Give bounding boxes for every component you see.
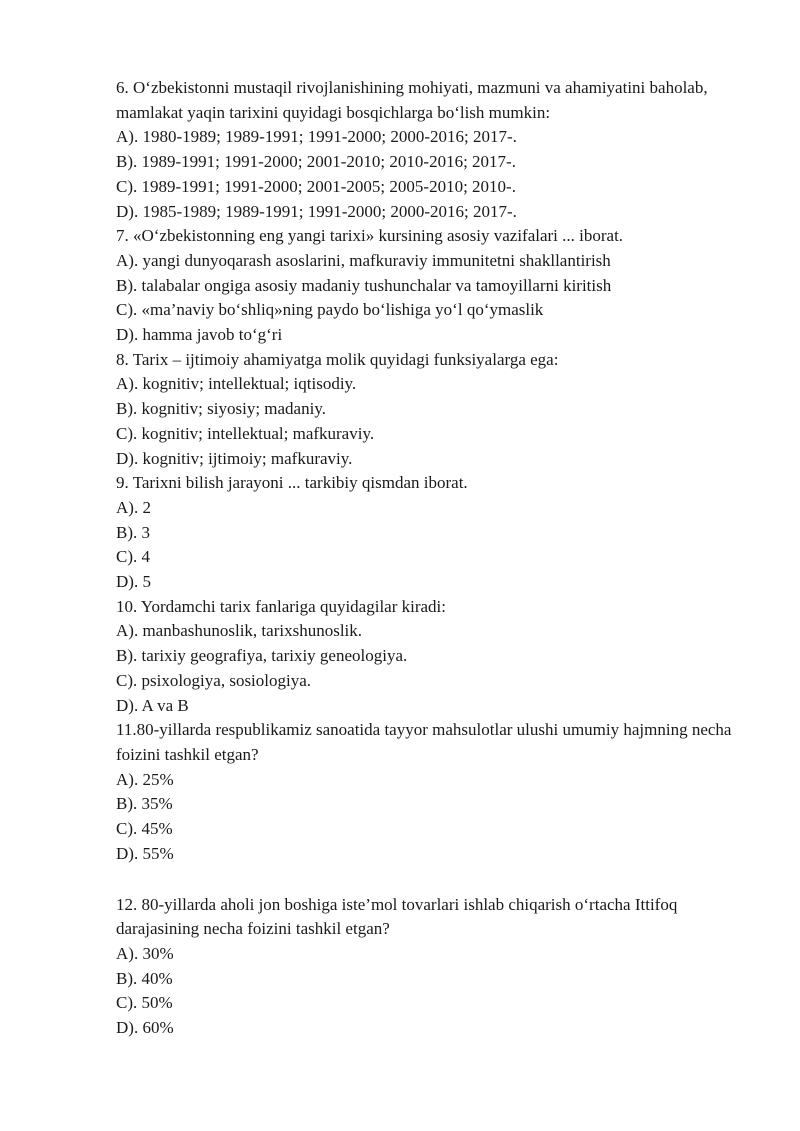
question-block [116, 893, 756, 1041]
document-page [116, 76, 756, 1041]
question-block [116, 348, 756, 472]
answer-option: D). 55% [116, 843, 174, 863]
question-text: 9. Tarixni bilish jarayoni ... tarkibiy qismdan iborat. [116, 473, 468, 493]
answer-option: D). kognitiv; ijtimoiy; mafkuraviy. [116, 448, 353, 468]
answer-option: C). 4 [116, 547, 150, 567]
answer-option: A). yangi dunyoqarash asoslarini, mafkuraviy immunitetni shakllantirish [116, 250, 611, 270]
question-block [116, 76, 756, 224]
answer-option: C). 45% [116, 819, 173, 839]
answer-option: C). kognitiv; intellektual; mafkuraviy. [116, 423, 375, 443]
paragraph-gap [116, 867, 756, 893]
answer-option: A). 1980-1989; 1989-1991; 1991-2000; 2000-2016; 2017-. [116, 127, 517, 147]
answer-option: C). psixologiya, sosiologiya. [116, 670, 312, 690]
answer-option: C). 1989-1991; 1991-2000; 2001-2005; 2005-2010; 2010-. [116, 176, 516, 196]
answer-option: B). 35% [116, 794, 173, 814]
question-text: 11.80-yillarda respublikamiz sanoatida tayyor mahsulotlar ulushi umumiy hajmning necha foizini tashkil etgan? [116, 720, 732, 764]
question-text: 7. «O‘zbekistonning eng yangi tarixi» kursining asosiy vazifalari ... iborat. [116, 226, 624, 246]
answer-option: A). manbashunoslik, tarixshunoslik. [116, 621, 363, 641]
answer-option: B). 3 [116, 522, 150, 542]
question-block [116, 718, 756, 866]
question-text: 6. O‘zbekistonni mustaqil rivojlanishining mohiyati, mazmuni va ahamiyatini baholab, mamlakat yaqin tarixini quyidagi bosqichlarga bo‘lish mumkin: [116, 78, 708, 122]
question-text: 8. Tarix – ijtimoiy ahamiyatga molik quyidagi funksiyalarga ega: [116, 349, 559, 369]
answer-option: B). talabalar ongiga asosiy madaniy tushunchalar va tamoyillarni kiritish [116, 275, 612, 295]
answer-option: D). 1985-1989; 1989-1991; 1991-2000; 2000-2016; 2017-. [116, 201, 517, 221]
answer-option: B). 40% [116, 968, 173, 988]
question-text: 12. 80-yillarda aholi jon boshiga iste’mol tovarlari ishlab chiqarish o‘rtacha Ittifoq darajasining necha foizini tashkil etgan? [116, 894, 678, 939]
answer-option: C). «ma’naviy bo‘shliq»ning paydo bo‘lishiga yo‘l qo‘ymaslik [116, 300, 544, 320]
answer-option: A). 30% [116, 943, 174, 963]
question-text: 10. Yordamchi tarix fanlariga quyidagilar kiradi: [116, 596, 446, 616]
answer-option: D). hamma javob to‘g‘ri [116, 325, 283, 345]
answer-option: B). kognitiv; siyosiy; madaniy. [116, 399, 326, 419]
answer-option: A). 2 [116, 497, 151, 517]
answer-option: C). 50% [116, 993, 173, 1013]
question-block [116, 595, 756, 719]
answer-option: A). 25% [116, 769, 174, 789]
question-block [116, 224, 756, 348]
answer-option: D). 5 [116, 572, 151, 592]
answer-option: A). kognitiv; intellektual; iqtisodiy. [116, 374, 357, 394]
answer-option: D). 60% [116, 1018, 174, 1038]
answer-option: D). A va B [116, 695, 189, 715]
answer-option: B). tarixiy geografiya, tarixiy geneologiya. [116, 646, 408, 666]
answer-option: B). 1989-1991; 1991-2000; 2001-2010; 2010-2016; 2017-. [116, 152, 516, 172]
question-block [116, 471, 756, 595]
